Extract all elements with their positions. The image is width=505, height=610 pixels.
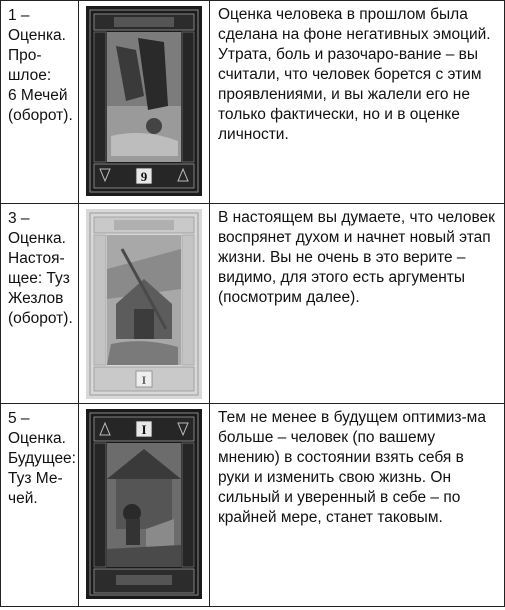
card-number: 9: [140, 169, 148, 184]
position-label-cell: [1, 204, 79, 404]
interpretation-text: Оценка человека в прошлом была сделана на фоне негативных эмоций. Утрата, боль и разочаро-вание – вы считали, что человек борется с этим проявлениями, и вы жалели его не только фактически, но и в оценке личности.: [218, 6, 491, 143]
card-image-cell: [79, 1, 210, 204]
position-label: 1 – Оценка. Про- шлое: 6 Мечей (оборот).: [8, 7, 73, 124]
card-image-cell: [79, 404, 210, 607]
position-label: 3 – Оценка. Настоя- щее: Туз Жезлов (оборот).: [8, 210, 73, 327]
table-row: [1, 204, 505, 404]
interpretation-text: Тем не менее в будущем оптимиз-ма больше – человек (по вашему мнению) в состоянии взять себя в руки и изменить свою жизнь. Он сильный и уверенный в себе – по крайней мере, станет таковым.: [218, 409, 486, 526]
card-image-cell: [79, 204, 210, 404]
table-row: [1, 404, 505, 607]
ace-of-swords-card: [86, 409, 202, 599]
position-label: 5 – Оценка. Будущее: Туз Ме- чей.: [8, 410, 76, 507]
interpretation-cell: [210, 204, 505, 404]
card-number: I: [141, 373, 147, 387]
interpretation-text: В настоящем вы думаете, что человек воспрянет духом и начнет новый этап жизни. Вы не очень в это верите – видимо, для этого есть аргументы (посмотрим далее).: [218, 209, 495, 306]
card-number: I: [141, 422, 147, 437]
interpretation-cell: [210, 404, 505, 607]
table-row: [1, 1, 505, 204]
position-label-cell: [1, 404, 79, 607]
six-of-swords-reversed-card: [86, 6, 202, 196]
ace-of-wands-reversed-card: [86, 209, 202, 399]
interpretation-cell: [210, 1, 505, 204]
position-label-cell: [1, 1, 79, 204]
